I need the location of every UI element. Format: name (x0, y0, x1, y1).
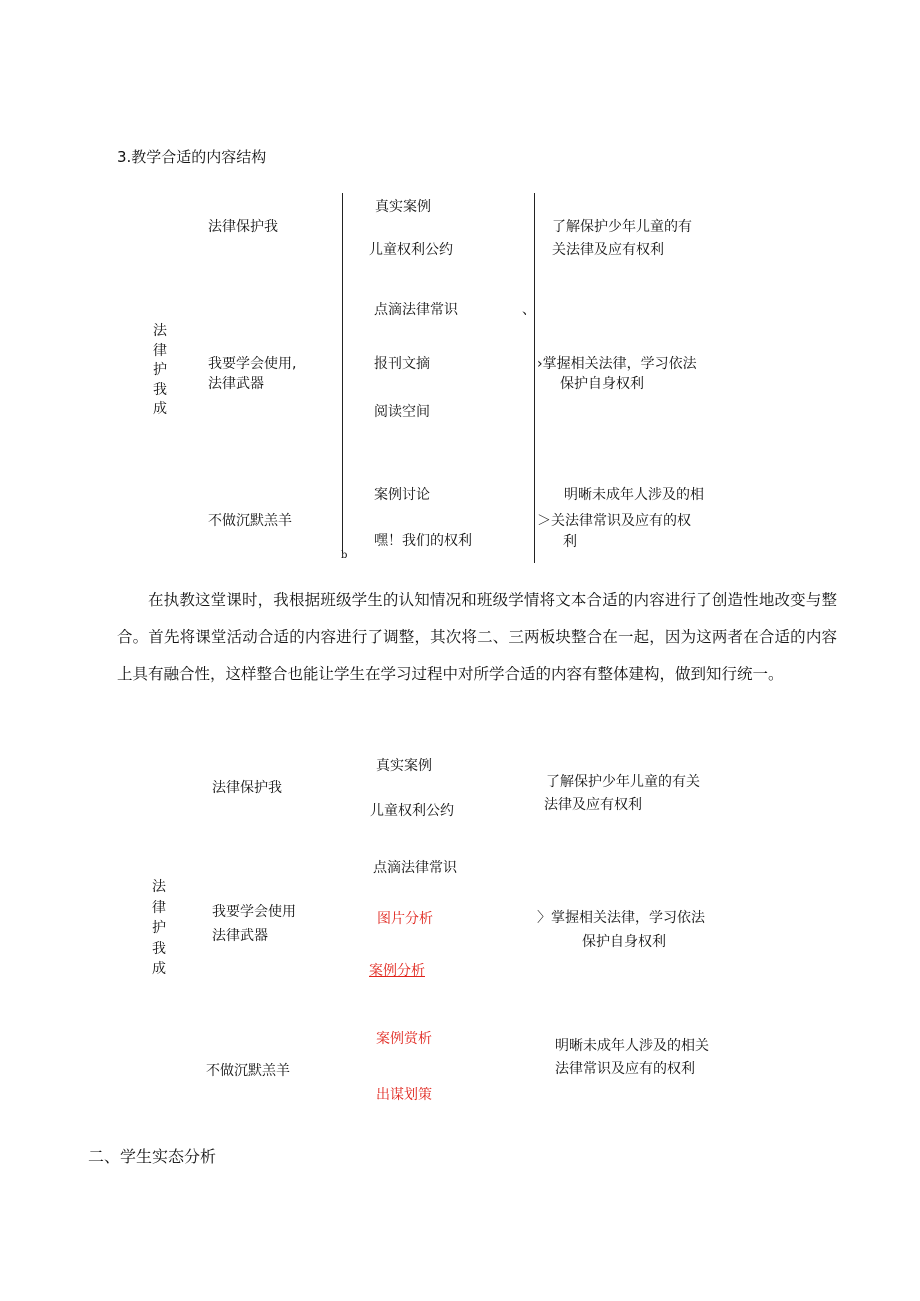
goal-2-line2: 保护自身权利 (560, 376, 644, 392)
section-2-heading: 二、学生实态分析 (88, 1147, 217, 1166)
goal-2-2-line1: 〉掌握相关法律，学习依法 (537, 910, 705, 926)
item-case-appreciation: 案例赏析 (376, 1031, 432, 1047)
item-digest: 报刊文摘 (374, 356, 430, 372)
item-law-knowledge: 点滴法律常识 (374, 302, 458, 318)
goal-3-line1: 明晰未成年人涉及的相 (564, 487, 704, 503)
goal-1-line2: 关法律及应有权利 (552, 242, 664, 258)
goal-2-1-line1: 了解保护少年儿童的有关 (546, 774, 700, 790)
goal-3-line3: 利 (563, 534, 577, 550)
category-not-silent-2: 不做沉默羔羊 (206, 1063, 290, 1079)
item-child-rights: 儿童权利公约 (369, 242, 453, 258)
item-offer-advice: 出谋划策 (376, 1087, 432, 1103)
item-law-knowledge-2: 点滴法律常识 (373, 860, 457, 876)
stray-mark-b: b (341, 550, 348, 561)
item-case-analysis: 案例分析 (369, 963, 425, 979)
category-use-law-2-line2: 法律武器 (212, 928, 268, 944)
category-use-law-2-line1: 我要学会使用 (212, 904, 296, 920)
goal-2-3-line1: 明晰未成年人涉及的相关 (555, 1038, 709, 1054)
item-child-rights-2: 儿童权利公约 (370, 803, 454, 819)
item-picture-analysis: 图片分析 (377, 911, 433, 927)
item-reading-space: 阅读空间 (374, 404, 430, 420)
goal-2-3-line2: 法律常识及应有的权利 (555, 1061, 695, 1077)
category-law-protects-me: 法律保护我 (208, 219, 278, 235)
goal-3-line2: ＞关法律常识及应有的权 (537, 513, 691, 529)
section-heading: 3.教学合适的内容结构 (117, 148, 267, 166)
item-real-cases: 真实案例 (375, 199, 431, 215)
divider-line-right (534, 193, 535, 563)
goal-1-line1: 了解保护少年儿童的有 (552, 219, 692, 235)
category-law-protects-me-2: 法律保护我 (212, 780, 282, 796)
item-case-discussion: 案例讨论 (374, 487, 430, 503)
root-label: 法 律 护 我 成 (153, 323, 167, 417)
goal-2-2-line2: 保护自身权利 (582, 934, 666, 950)
category-not-silent: 不做沉默羔羊 (208, 513, 292, 529)
divider-line-left (342, 193, 343, 553)
root-label-2: 法 律 护 我 成 (152, 879, 166, 977)
goal-2-1-line2: 法律及应有权利 (544, 797, 642, 813)
item-real-cases-2: 真实案例 (376, 758, 432, 774)
stray-mark-comma: 、 (522, 302, 536, 318)
item-our-rights: 嘿！我们的权利 (374, 533, 472, 549)
goal-2-line1: ›掌握相关法律，学习依法 (537, 356, 697, 372)
category-use-law-line2: 法律武器 (208, 376, 264, 392)
body-paragraph: 在执教这堂课时，我根据班级学生的认知情况和班级学情将文本合适的内容进行了创造性地改变与整合。首先将课堂活动合适的内容进行了调整，其次将二、三两板块整合在一起，因为这两者在合适的内容上具有融合性，这样整合也能让学生在学习过程中对所学合适的内容有整体建构，做到知行统一。 (117, 591, 837, 683)
category-use-law-line1: 我要学会使用, (208, 356, 297, 372)
